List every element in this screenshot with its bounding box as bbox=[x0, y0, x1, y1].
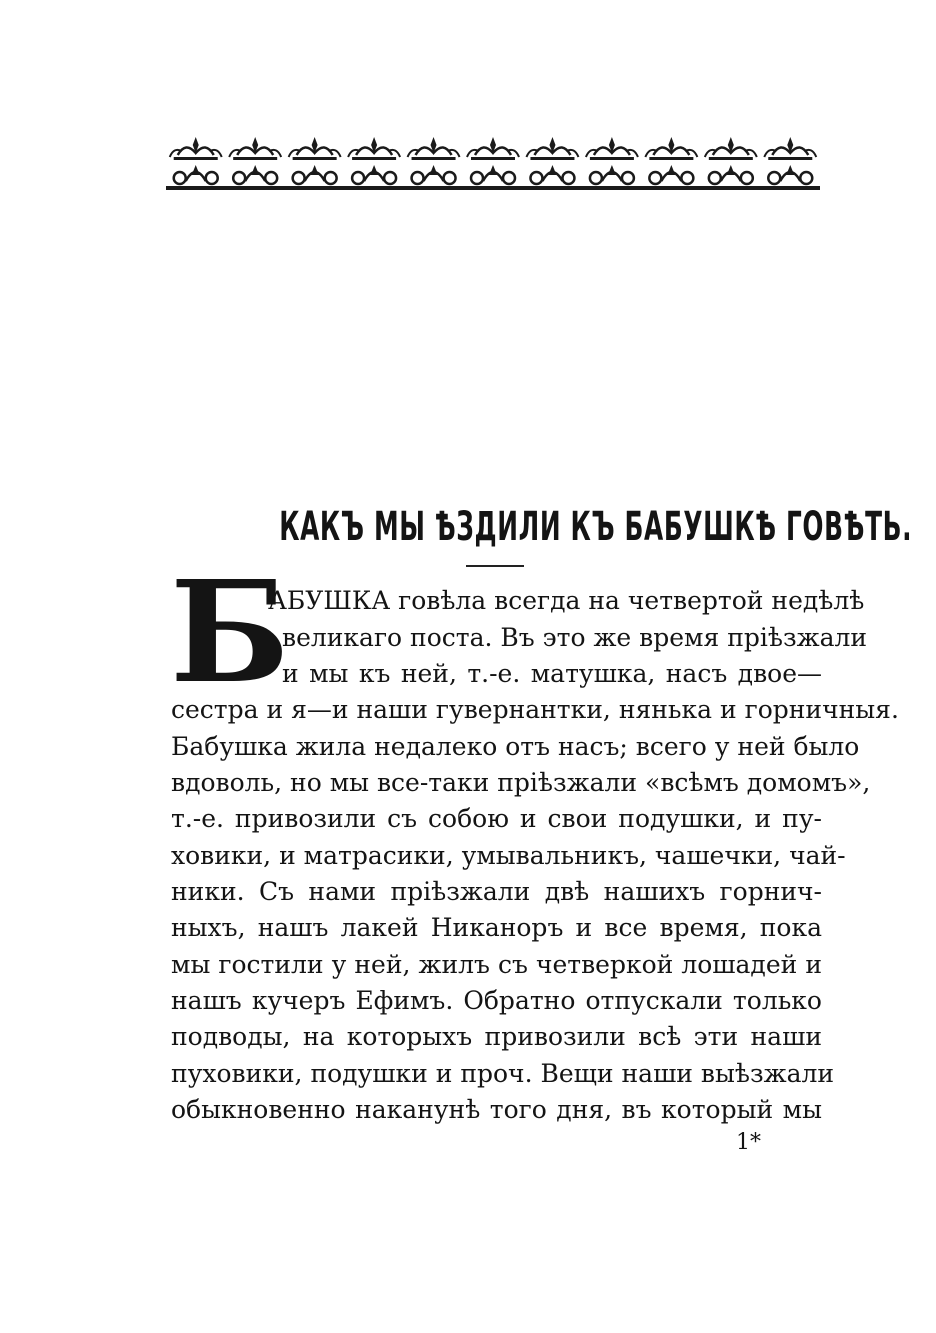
text-line: АБУШКА говѣла всегда на четвертой недѣлѣ bbox=[268, 586, 865, 615]
text-line: т.-е. привозили съ собою и свои подушки, и пу- bbox=[171, 804, 822, 833]
text-line: Бабушка жила недалеко отъ насъ; всего у ней было bbox=[171, 732, 860, 761]
signature-mark: 1* bbox=[736, 1130, 761, 1155]
text-line: сестра и я—и наши гувернантки, нянька и горничныя. bbox=[171, 695, 899, 724]
chapter-title: КАКЪ МЫ ѢЗДИЛИ КЪ БАБУШКѢ ГОВѢТЬ. bbox=[279, 504, 913, 550]
text-line: великаго поста. Въ это же время пріѣзжали bbox=[282, 623, 868, 652]
text-line: подводы, на которыхъ привозили всѣ эти наши bbox=[171, 1022, 822, 1051]
text-line: ники. Съ нами пріѣзжали двѣ нашихъ горнич- bbox=[171, 877, 822, 906]
text-line: нашъ кучеръ Ефимъ. Обратно отпускали только bbox=[171, 986, 822, 1015]
text-line: пуховики, подушки и проч. Вещи наши выѣзжали bbox=[171, 1059, 835, 1088]
text-line: ховики, и матрасики, умывальникъ, чашечки, чай- bbox=[171, 841, 846, 870]
drop-cap: Б bbox=[170, 551, 290, 715]
text-line: ныхъ, нашъ лакей Никаноръ и все время, пока bbox=[171, 913, 822, 942]
text-line: вдоволь, но мы все-таки пріѣзжали «всѣмъ домомъ», bbox=[171, 768, 871, 797]
text-line: обыкновенно наканунѣ того дня, въ который мы bbox=[171, 1095, 822, 1124]
title-rule bbox=[466, 565, 524, 567]
text-line: и мы къ ней, т.-е. матушка, насъ двое— bbox=[282, 659, 822, 688]
ornamental-headpiece bbox=[166, 133, 820, 195]
text-line: мы гостили у ней, жилъ съ четверкой лошадей и bbox=[171, 950, 822, 979]
